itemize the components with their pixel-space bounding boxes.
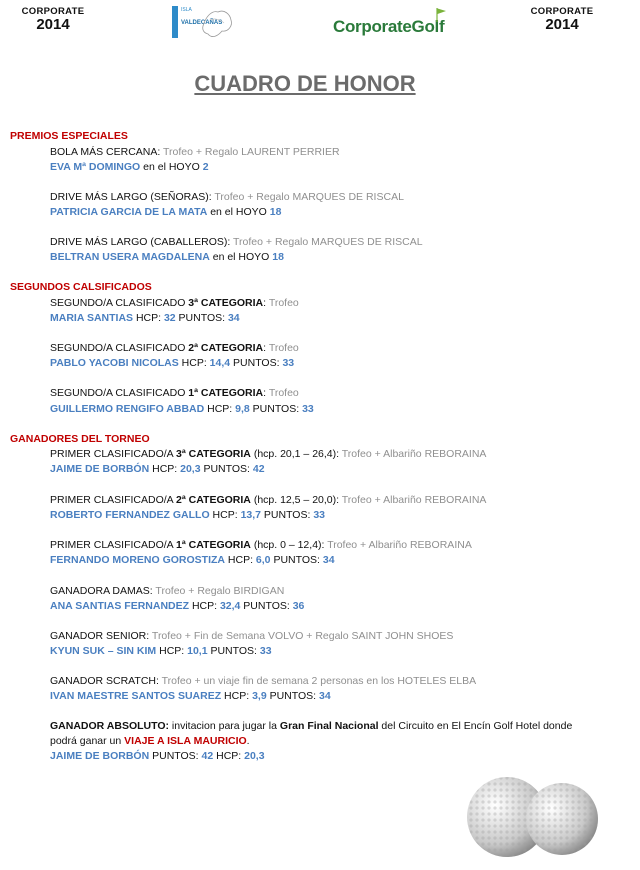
hole-text: en el HOYO	[207, 206, 270, 218]
hcp-label: HCP:	[149, 463, 181, 475]
hcp-label: HCP:	[204, 403, 236, 415]
category: 1ª CATEGORIA	[176, 539, 251, 551]
points-label: PUNTOS:	[261, 509, 314, 521]
points-value: 42	[252, 463, 265, 475]
corporate-2014-right-logo	[527, 7, 597, 32]
separator: :	[263, 387, 269, 399]
ganador-absoluto-line	[50, 720, 572, 732]
points-label: PUNTOS:	[200, 463, 253, 475]
award-label: DRIVE MÁS LARGO (CABALLEROS):	[50, 236, 231, 248]
segundo-cat2-winner	[50, 357, 294, 369]
ganador-senior-line	[50, 630, 453, 642]
ganador-senior-winner	[50, 645, 272, 657]
section-segundos-clasificados: SEGUNDOS CALSIFICADOS	[10, 281, 152, 293]
absoluto-text: podrá ganar un	[50, 735, 125, 747]
corporate-golf-logo	[333, 17, 444, 37]
absoluto-final: Gran Final Nacional	[279, 720, 379, 732]
absoluto-text: invitacion para jugar la	[169, 720, 280, 732]
award-prize: Trofeo + Fin de Semana VOLVO + Regalo SAINT JOHN SHOES	[149, 630, 454, 642]
winner-name: ROBERTO FERNANDEZ GALLO	[50, 509, 210, 521]
section-premios-especiales: PREMIOS ESPECIALES	[10, 130, 128, 142]
hcp-value: 20,3	[180, 463, 201, 475]
award-prize: Trofeo + Albariño REBORAINA	[341, 448, 487, 460]
winner-name: KYUN SUK – SIN KIM	[50, 645, 157, 657]
points-label: PUNTOS:	[175, 312, 228, 324]
ganador-absoluto-line2	[50, 735, 250, 747]
category: 3ª CATEGORIA	[176, 448, 251, 460]
brand-line1: CORPORATE	[21, 6, 85, 17]
award-drive-senoras-winner	[50, 206, 281, 218]
hcp-label: HCP:	[225, 554, 256, 566]
hole-number: 2	[202, 161, 209, 173]
winner-name: FERNANDO MORENO GOROSTIZA	[50, 554, 225, 566]
points-label: PUNTOS:	[230, 357, 283, 369]
award-label: SEGUNDO/A CLASIFICADO	[50, 387, 189, 399]
winner-name: BELTRAN USERA MAGDALENA	[50, 251, 210, 263]
hcp-range: (hcp. 12,5 – 20,0):	[250, 494, 342, 506]
award-prize: Trofeo	[268, 297, 299, 309]
golf-flag-icon	[435, 8, 447, 22]
ganador-cat1-line	[50, 539, 472, 551]
hcp-value: 32	[163, 312, 176, 324]
points-label: PUNTOS:	[249, 403, 303, 415]
ganador-cat3-winner	[50, 463, 265, 475]
isla-valdecanas-logo	[172, 6, 234, 42]
points-value: 33	[313, 509, 326, 521]
golf-balls-icon	[462, 775, 612, 860]
hcp-range: (hcp. 20,1 – 26,4):	[250, 448, 342, 460]
ganador-scratch-line	[50, 675, 476, 687]
ganador-scratch-winner	[50, 690, 331, 702]
category: 2ª CATEGORIA	[188, 342, 264, 354]
ganador-cat2-line	[50, 494, 486, 506]
hcp-value: 6,0	[255, 554, 271, 566]
category: 1ª CATEGORIA	[188, 387, 264, 399]
hcp-value: 20,3	[244, 750, 265, 762]
award-prize: Trofeo + Regalo LAURENT PERRIER	[160, 146, 340, 158]
hcp-value: 3,9	[252, 690, 267, 702]
award-label: GANADOR SCRATCH:	[50, 675, 159, 687]
award-label: SEGUNDO/A CLASIFICADO	[50, 297, 189, 309]
award-drive-senoras-line	[50, 191, 404, 203]
logo-bar	[172, 6, 178, 38]
award-prize: Trofeo + Albariño REBORAINA	[327, 539, 472, 551]
absoluto-text: .	[246, 735, 250, 747]
points-value: 34	[319, 690, 331, 702]
absoluto-prize: VIAJE A ISLA MAURICIO	[124, 735, 247, 747]
hcp-range: (hcp. 0 – 12,4):	[250, 539, 328, 551]
award-label: PRIMER CLASIFICADO/A	[50, 448, 177, 460]
points-value: 33	[282, 357, 295, 369]
award-label: GANADOR SENIOR:	[50, 630, 150, 642]
points-value: 34	[227, 312, 240, 324]
award-drive-caballeros-line	[50, 236, 423, 248]
winner-name: PABLO YACOBI NICOLAS	[50, 357, 179, 369]
hcp-label: HCP:	[209, 509, 241, 521]
award-label: GANADORA DAMAS:	[50, 585, 153, 597]
hcp-label: HCP:	[221, 690, 253, 702]
hole-text: en el HOYO	[140, 161, 203, 173]
corporate-2014-left-logo	[18, 7, 88, 32]
cg-part2: Golf	[411, 17, 445, 36]
award-label: GANADOR ABSOLUTO:	[50, 720, 169, 732]
award-prize: Trofeo + Regalo MARQUES DE RISCAL	[230, 236, 423, 248]
segundo-cat2-line	[50, 342, 299, 354]
winner-name: EVA Mª DOMINGO	[50, 161, 141, 173]
segundo-cat1-line	[50, 387, 299, 399]
award-prize: Trofeo + Regalo BIRDIGAN	[152, 585, 285, 597]
segundo-cat3-line	[50, 297, 299, 309]
brand-line2: 2014	[36, 15, 70, 33]
award-prize: Trofeo + un viaje fin de semana 2 personas en los HOTELES ELBA	[158, 675, 477, 687]
winner-name: MARIA SANTIAS	[50, 312, 134, 324]
ganadora-damas-line	[50, 585, 284, 597]
points-value: 42	[201, 750, 214, 762]
category: 2ª CATEGORIA	[176, 494, 251, 506]
hole-number: 18	[272, 251, 284, 263]
ganador-cat1-winner	[50, 554, 335, 566]
points-value: 33	[302, 403, 314, 415]
separator: :	[263, 297, 269, 309]
ganadora-damas-winner	[50, 600, 304, 612]
points-label: PUNTOS:	[266, 690, 319, 702]
award-label: BOLA MÁS CERCANA:	[50, 146, 161, 158]
hcp-value: 32,4	[219, 600, 241, 612]
hole-text: en el HOYO	[209, 251, 273, 263]
award-label: DRIVE MÁS LARGO (SEÑORAS):	[50, 191, 212, 203]
segundo-cat3-winner	[50, 312, 240, 324]
ganador-absoluto-winner	[50, 750, 265, 762]
points-label: PUNTOS:	[270, 554, 323, 566]
winner-name: JAIME DE BORBÓN	[50, 750, 150, 762]
category: 3ª CATEGORIA	[188, 297, 264, 309]
section-ganadores-torneo: GANADORES DEL TORNEO	[10, 433, 150, 445]
winner-name: PATRICIA GARCIA DE LA MATA	[50, 206, 208, 218]
cg-part1: Corporate	[333, 17, 412, 36]
ganador-cat3-line	[50, 448, 486, 460]
hcp-value: 9,8	[235, 403, 250, 415]
award-prize: Trofeo + Regalo MARQUES DE RISCAL	[211, 191, 404, 203]
hcp-label: HCP:	[189, 600, 220, 612]
winner-name: JAIME DE BORBÓN	[50, 463, 150, 475]
points-label: PUNTOS:	[240, 600, 293, 612]
page-title: CUADRO DE HONOR	[194, 71, 416, 96]
hcp-label: HCP:	[133, 312, 164, 324]
award-label: PRIMER CLASIFICADO/A	[50, 539, 177, 551]
hcp-value: 10,1	[187, 645, 208, 657]
hcp-label: HCP:	[178, 357, 210, 369]
hcp-value: 13,7	[240, 509, 261, 521]
points-value: 34	[322, 554, 335, 566]
winner-name: ANA SANTIAS FERNANDEZ	[50, 600, 190, 612]
award-bola-line	[50, 146, 340, 158]
hole-number: 18	[269, 206, 282, 218]
points-label: PUNTOS:	[207, 645, 260, 657]
award-prize: Trofeo + Albariño REBORAINA	[341, 494, 487, 506]
award-label: SEGUNDO/A CLASIFICADO	[50, 342, 189, 354]
hcp-label: HCP:	[213, 750, 245, 762]
isla-logo-name: VALDECAÑAS	[181, 20, 223, 26]
isla-logo-top: ISLA	[181, 7, 192, 13]
ganador-cat2-winner	[50, 509, 325, 521]
award-prize: Trofeo	[268, 342, 299, 354]
award-bola-winner	[50, 161, 209, 173]
island-map-icon	[200, 6, 234, 42]
points-value: 36	[292, 600, 305, 612]
brand-line2: 2014	[545, 15, 579, 33]
hcp-label: HCP:	[156, 645, 188, 657]
segundo-cat1-winner	[50, 403, 314, 415]
brand-line1: CORPORATE	[530, 6, 594, 17]
absoluto-text: del Circuito en El Encín Golf Hotel donde	[378, 720, 573, 732]
winner-name: IVAN MAESTRE SANTOS SUAREZ	[50, 690, 222, 702]
winner-name: GUILLERMO RENGIFO ABBAD	[50, 403, 205, 415]
hcp-value: 14,4	[209, 357, 231, 369]
points-value: 33	[259, 645, 272, 657]
award-drive-caballeros-winner	[50, 251, 284, 263]
separator: :	[263, 342, 269, 354]
points-label: PUNTOS:	[149, 750, 202, 762]
award-prize: Trofeo	[268, 387, 299, 399]
award-label: PRIMER CLASIFICADO/A	[50, 494, 177, 506]
